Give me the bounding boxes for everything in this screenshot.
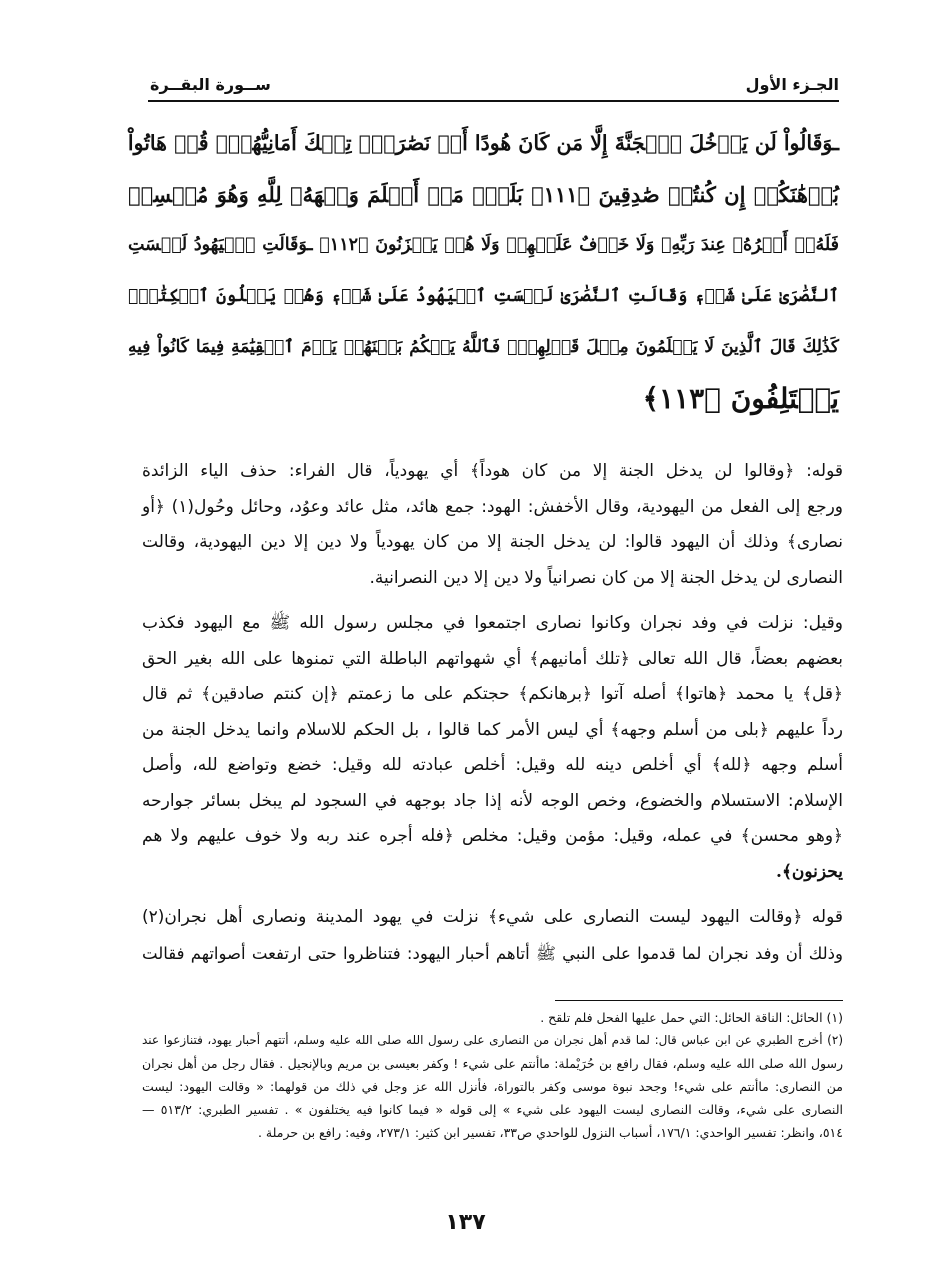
- volume-label: الجـزء الأول: [745, 74, 839, 94]
- text-line: نصارى﴾ وذلك أن اليهود قالوا: لن يدخل الجنة إلا من كان يهودياً ولا دين إلا دين اليهودية، وقالت: [142, 532, 843, 552]
- footnote-divider: [555, 1000, 843, 1001]
- commentary-paragraph-1: [142, 454, 843, 596]
- page-number: ١٣٧: [445, 1210, 486, 1235]
- footnote-line: (٢) أخرج الطبري عن ابن عباس قال: لما قدم أهل نجران من النصارى على رسول الله صلى الله عليه وسلم، أتتهم أحبار يهود، فتنازعوا عند: [142, 1033, 843, 1047]
- commentary-text: [142, 454, 843, 981]
- text-line: رداً عليهم ﴿بلى من أسلم وجهه﴾ أي ليس الأمر كما قالوا ، بل الحكم للاسلام وانما يدخل الجنة من: [142, 719, 843, 740]
- text-line: وقيل: نزلت في وفد نجران وكانوا نصارى اجتمعوا في مجلس رسول الله ﷺ مع اليهود فكذب: [142, 613, 843, 633]
- footnote-line: النصارى على شيء، وقالت النصارى ليست اليهود على شيء » إلى قوله « فيما كانوا فيه يختلفون » . تفسير الطبري: ٥١٣/٢ —: [142, 1102, 843, 1117]
- surah-name: ســورة البقــرة: [150, 74, 271, 94]
- running-header: [150, 70, 839, 98]
- footnote-line: ٥١٤، وانظر: تفسير الواحدي: ١٧٦/١، أسباب النزول للواحدي ص٣٣، تفسير ابن كثير: ٢٧٣/١، وفيه: رافع بن حرملة .: [257, 1125, 843, 1140]
- footnote-line: رسول الله صلى الله عليه وسلم، فقال رافع بن حُرَيْملة: ماأنتم على شيء ! وكفر بعيسى بن مريم وبالإنجيل . فقال رجل من أهل نجران: [142, 1056, 843, 1071]
- quran-line: كَذَٰلِكَ قَالَ ٱلَّذِينَ لَا يَعۡلَمُونَ مِثۡلَ قَوۡلِهِمۡۚ فَٱللَّهُ يَحۡكُمُ بَيۡنَهُمۡ يَوۡمَ ٱلۡقِيَٰمَةِ فِيمَا كَانُواْ فِيهِ: [128, 337, 839, 357]
- header-divider: [148, 100, 839, 102]
- quran-line: بُرۡهَٰنَكُمۡ إِن كُنتُمۡ صَٰدِقِينَ ﴿١١١﴾ بَلَىٰۚ مَنۡ أَسۡلَمَ وَجۡهَهُۥ لِلَّهِ وَهُوَ مُحۡسِنٞ: [128, 182, 839, 207]
- text-line: ورجع إلى الفعل من اليهودية، وقال الأخفش: الهود: جمع هائد، مثل عائد وعوُد، وحائل وحُول(١) ﴿أو: [142, 496, 843, 517]
- text-line: وذلك أن وفد نجران لما قدموا على النبي ﷺ أتاهم أحبار اليهود: فتناظروا حتى ارتفعت أصواتهم فقالت: [142, 943, 843, 963]
- text-line: قوله ﴿وقالت اليهود ليست النصارى على شيء﴾ نزلت في يهود المدينة ونصارى أهل نجران(٢): [142, 907, 843, 927]
- text-line: ﴿قل﴾ يا محمد ﴿هاتوا﴾ أصله آتوا ﴿برهانكم﴾ حجتكم على ما زعمتم ﴿إن كنتم صادقين﴾ ثم قال: [142, 684, 843, 704]
- quran-line: فَلَهُۥٓ أَجۡرُهُۥ عِندَ رَبِّهِۦ وَلَا خَوۡفٌ عَلَيۡهِمۡ وَلَا هُمۡ يَحۡزَنُونَ ﴿١١٢﴾ ـوَقَالَتِ ٱلۡيَهُودُ لَيۡسَتِ: [128, 235, 839, 255]
- quran-text-block: [128, 118, 839, 424]
- footnote-line: من النصارى: ماأنتم على شيء! وجحد نبوة موسى وكفر بالتوراة، فأنزل الله عز وجل في ذلك من قولهما: « وقالت اليهود: ليست: [142, 1079, 843, 1094]
- footnotes-block: [142, 1006, 843, 1144]
- text-line: بعضهم بعضاً، قال الله تعالى ﴿تلك أمانيهم﴾ أي شهواتهم الباطلة التي تمنوها على الله بغير الحق: [142, 648, 843, 669]
- text-line: يحزنون﴾.: [776, 861, 843, 882]
- text-line: قوله: ﴿وقالوا لن يدخل الجنة إلا من كان هوداً﴾ أي يهودياً، قال الفراء: حذف الياء الزائدة: [142, 461, 843, 481]
- text-line: النصارى لن يدخل الجنة إلا من كان نصرانياً ولا دين إلا دين النصرانية.: [369, 567, 843, 588]
- quran-line: ـوَقَالُواْ لَن يَدۡخُلَ ٱلۡجَنَّةَ إِلَّا مَن كَانَ هُودًا أَوۡ نَصَٰرَىٰۗ تِلۡكَ أَمَانِيُّهُمۡۗ قُلۡ هَاتُواْ: [127, 131, 839, 155]
- commentary-paragraph-2: [142, 606, 843, 890]
- commentary-paragraph-3: [142, 900, 843, 971]
- footnote-line: (١) الحائل: الناقة الحائل: التي حمل عليها الفحل فلم تلقح .: [540, 1010, 843, 1025]
- quran-line: يَخۡتَلِفُونَ ﴿١١٣﴾: [642, 382, 839, 415]
- text-line: الإسلام: الاستسلام والخضوع، وخص الوجه لأنه إذا جاد بوجهه في السجود لم يبخل بسائر جوارحه: [142, 790, 843, 811]
- text-line: ﴿وهو محسن﴾ في عمله، وقيل: مؤمن وقيل: مخلص ﴿فله أجره عند ربه ولا خوف عليهم ولا هم: [142, 826, 843, 846]
- quran-line: ٱلنَّصَٰرَىٰ عَلَىٰ شَيۡءٖ وَقَالَتِ ٱلنَّصَٰرَىٰ لَيۡسَتِ ٱلۡيَهُودُ عَلَىٰ شَيۡءٖ وَهُمۡ يَتۡلُونَ ٱلۡكِتَٰبَۗ: [128, 286, 839, 306]
- text-line: أسلم وجهه ﴿لله﴾ أي أخلص دينه لله وقيل: أخلص عبادته لله وقيل: خضع وتواضع لله، وأصل: [142, 755, 843, 775]
